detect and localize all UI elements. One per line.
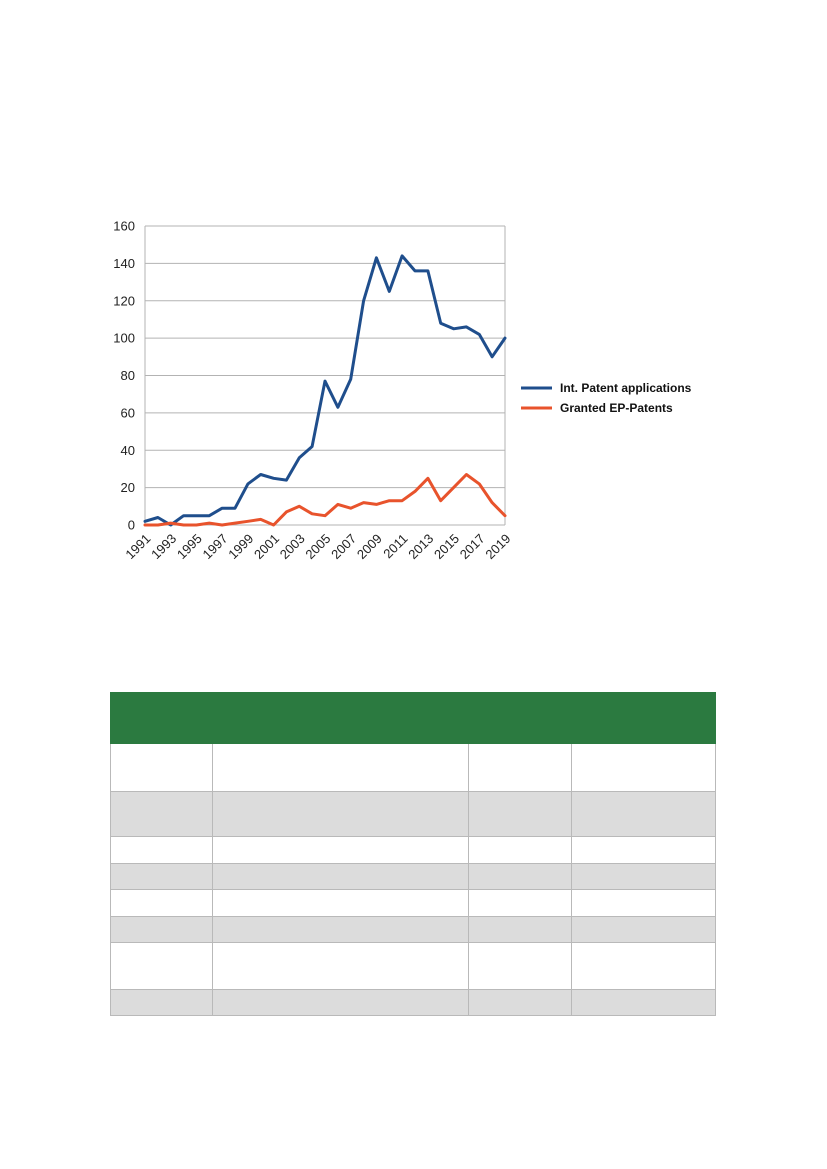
y-tick-label: 40 <box>120 442 135 458</box>
table-cell <box>212 943 468 990</box>
table-cell <box>468 990 572 1016</box>
table-cell <box>468 792 572 837</box>
table-cell <box>468 943 572 990</box>
series-line-granted-ep-patents <box>145 475 505 526</box>
y-tick-label: 140 <box>113 255 135 271</box>
y-tick-label: 160 <box>113 218 135 234</box>
table-cell <box>111 792 213 837</box>
table-cell <box>572 890 716 917</box>
table-cell <box>468 744 572 792</box>
x-tick-label: 1999 <box>225 530 257 562</box>
x-tick-label: 2007 <box>328 530 360 562</box>
chart-gridlines <box>145 226 505 525</box>
x-tick-label: 2019 <box>482 530 514 562</box>
x-tick-label: 1995 <box>173 530 205 562</box>
table-cell <box>111 943 213 990</box>
table-row <box>111 990 716 1016</box>
series-line-int-patent-applications <box>145 256 505 525</box>
chart-legend <box>521 381 692 415</box>
table-cell <box>212 890 468 917</box>
table-cell <box>111 864 213 890</box>
x-tick-label: 2015 <box>430 530 463 562</box>
table-cell <box>572 837 716 864</box>
y-axis-tick-labels <box>113 219 135 533</box>
table-cell <box>111 744 213 792</box>
table-header-cell <box>111 693 716 744</box>
table-row <box>111 864 716 890</box>
table-cell <box>212 792 468 837</box>
table-cell <box>572 792 716 837</box>
table-cell <box>572 744 716 792</box>
table-row <box>111 890 716 917</box>
table-row <box>111 943 716 990</box>
table-cell <box>468 917 572 943</box>
y-tick-label: 0 <box>127 517 135 533</box>
table-cell <box>212 990 468 1016</box>
x-tick-label: 1993 <box>148 530 180 562</box>
table-cell <box>468 837 572 864</box>
table-cell <box>212 837 468 864</box>
table-row <box>111 744 716 792</box>
legend-label: Granted EP-Patents <box>560 401 673 415</box>
table-cell <box>572 917 716 943</box>
table-cell <box>468 890 572 917</box>
table-cell <box>111 990 213 1016</box>
table-row <box>111 792 716 837</box>
table-cell <box>111 890 213 917</box>
table-cell <box>212 864 468 890</box>
x-tick-label: 2003 <box>276 530 308 562</box>
y-tick-label: 120 <box>113 293 135 309</box>
chart-series <box>145 256 505 525</box>
y-tick-label: 20 <box>120 480 135 496</box>
x-tick-label: 2013 <box>405 530 437 562</box>
y-tick-label: 60 <box>120 405 135 421</box>
table-cell <box>212 744 468 792</box>
legend-label: Int. Patent applications <box>560 381 692 395</box>
x-tick-label: 2005 <box>302 530 334 562</box>
table-cell <box>572 864 716 890</box>
table-cell <box>468 864 572 890</box>
table-cell <box>572 990 716 1016</box>
x-tick-label: 2009 <box>353 530 385 562</box>
x-tick-label: 1991 <box>122 530 154 562</box>
data-table <box>110 692 716 1016</box>
table-cell <box>212 917 468 943</box>
table-cell <box>111 917 213 943</box>
y-tick-label: 80 <box>120 368 135 383</box>
table-header <box>111 693 716 744</box>
x-tick-label: 2017 <box>456 530 488 562</box>
x-tick-label: 2011 <box>380 530 411 562</box>
x-axis-tick-labels <box>122 531 513 562</box>
table-row <box>111 837 716 864</box>
x-tick-label: 2001 <box>250 530 283 562</box>
table-cell <box>572 943 716 990</box>
table-row <box>111 917 716 943</box>
y-tick-label: 100 <box>113 330 135 346</box>
table-cell <box>111 837 213 864</box>
x-tick-label: 1997 <box>199 530 231 562</box>
